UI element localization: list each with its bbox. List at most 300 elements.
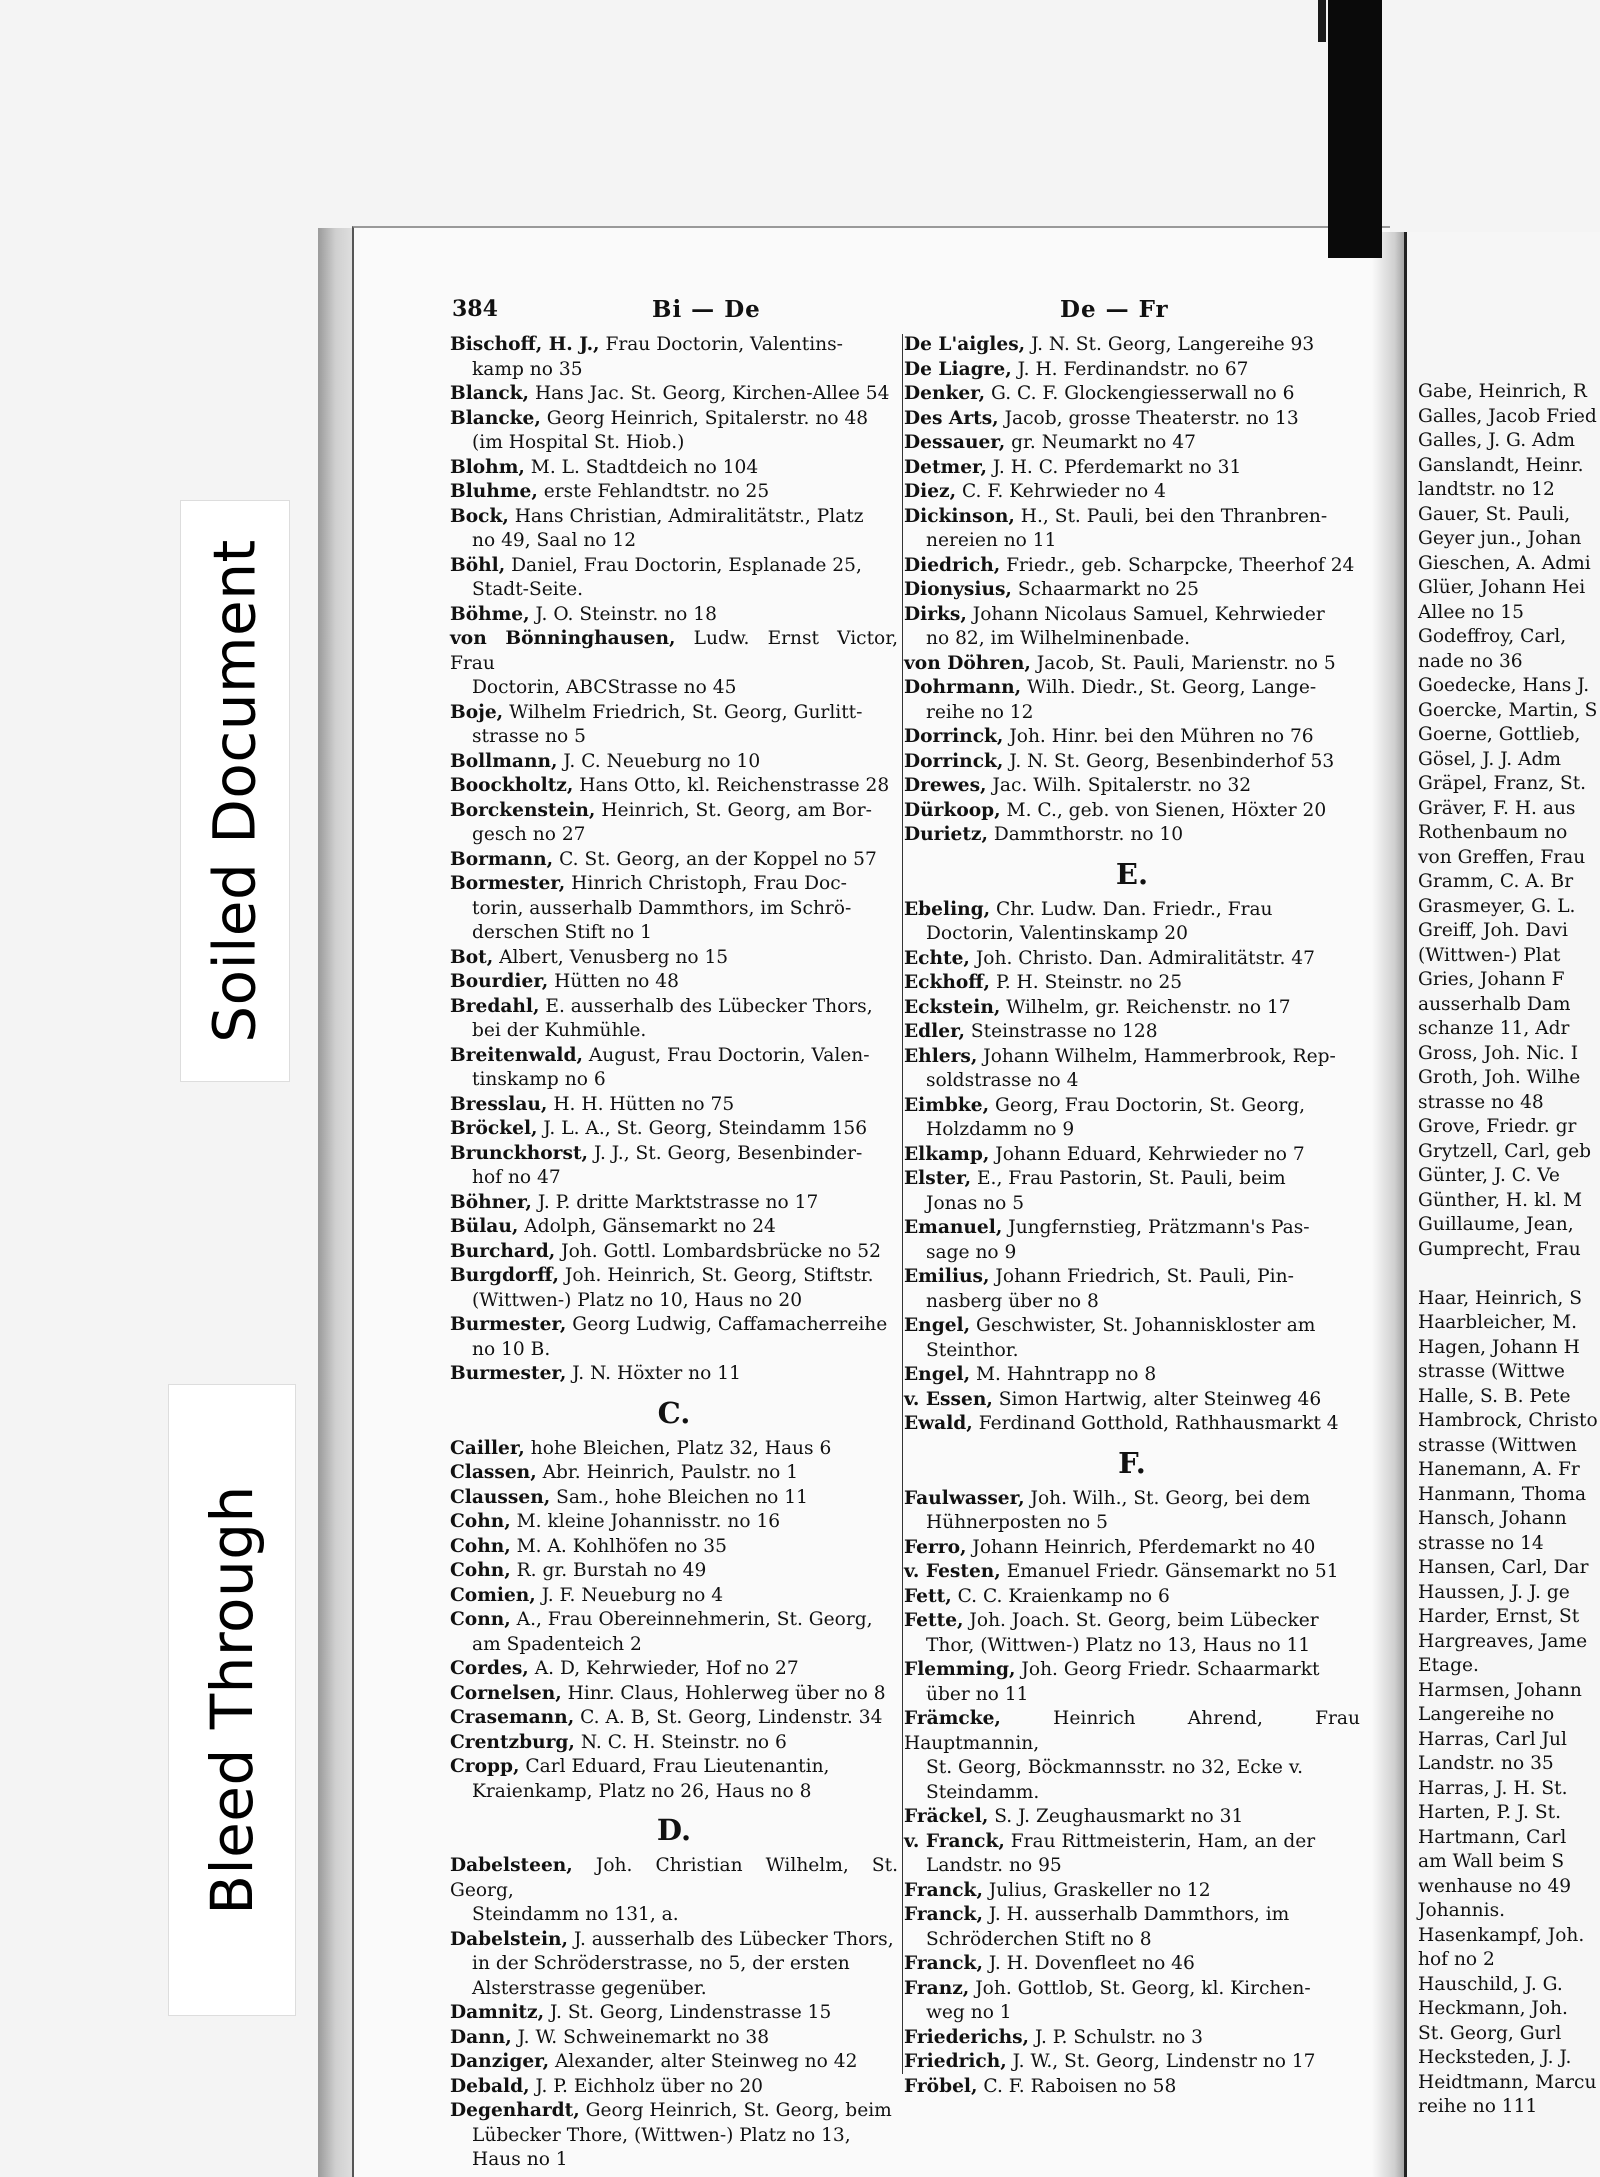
entry-details: Wilh. Diedr., St. Georg, Lange- [1027,677,1317,698]
directory-entry [904,823,1360,848]
entry-surname: Cohn, [450,1560,511,1581]
entry-surname: Drewes, [904,775,987,796]
entry-surname: Denker, [904,383,986,404]
entry-surname: Dabelsteen, [450,1855,573,1876]
entry-details: Johann Heinrich, Pferdemarkt no 40 [972,1536,1316,1558]
fragment-line: (Wittwen-) Plat [1418,944,1561,966]
entry-details: E. ausserhalb des Lübecker Thors, [545,995,873,1017]
entry-surname: Cropp, [450,1756,520,1777]
directory-entry [904,1903,1360,1952]
entry-details: N. C. H. Steinstr. no 6 [580,1731,787,1753]
entry-details: J. H. ausserhalb Dammthors, im [988,1904,1290,1925]
entry-surname: Fröbel, [904,2075,978,2097]
fragment-line: strasse no 48 [1418,1091,1544,1113]
entry-details: Heinrich, St. Georg, am Bor- [601,799,872,821]
entry-continuation: soldstrasse no 4 [926,1070,1079,1091]
fragment-line: Hecksteden, J. J. [1418,2047,1572,2068]
directory-entry [904,480,1360,505]
entry-details: Joh. Wilh., St. Georg, bei dem [1030,1487,1311,1509]
entry-details: Georg Ludwig, Caffamacherreihe [572,1314,888,1335]
fragment-line: Grasmeyer, G. L. [1418,895,1576,917]
directory-entry [904,1412,1360,1437]
entry-surname: Dickinson, [904,505,1015,527]
entry-surname: Bresslau, [450,1093,548,1115]
entry-surname: Elster, [904,1168,972,1189]
section-letter: D. [656,1813,692,1847]
directory-entry [450,1362,898,1387]
entry-details: C. C. Kraienkamp no 6 [957,1585,1170,1607]
entry-surname: Franck, [904,1904,983,1925]
directory-entry [904,554,1360,579]
entry-surname: Dabelstein, [450,1928,569,1950]
directory-entry [904,456,1360,481]
entry-surname: Crentzburg, [450,1731,575,1753]
entry-continuation: Hühnerposten no 5 [926,1512,1108,1533]
directory-entry [450,2099,898,2173]
entry-surname: Fräckel, [904,1806,989,1827]
entry-details: J. O. Steinstr. no 18 [535,603,717,625]
entry-details: C. A. B, St. Georg, Lindenstr. 34 [580,1707,883,1728]
entry-continuation: Stadt-Seite. [472,579,584,600]
directory-entry [450,1755,898,1804]
entry-details: M. kleine Johannisstr. no 16 [516,1511,781,1532]
entry-details: Johann Friedrich, St. Pauli, Pin- [995,1266,1294,1287]
entry-details: J. C. Neueburg no 10 [563,750,761,772]
entry-details: J. N. St. Georg, Langereihe 93 [1031,334,1315,355]
entry-details: Dammthorstr. no 10 [993,824,1184,845]
entry-surname: Eckstein, [904,996,1001,1018]
entry-details: J. F. Neueburg no 4 [541,1584,724,1606]
entry-continuation: Steindamm no 131, a. [472,1904,679,1925]
entry-details: Steinstrasse no 128 [970,1021,1158,1042]
entry-details: Hans Christian, Admiralitätstr., Platz [514,505,864,527]
directory-entry [450,1117,898,1142]
directory-entry [450,2001,898,2026]
directory-entry [904,1879,1360,1904]
directory-entry [450,1486,898,1511]
fragment-line: Gramm, C. A. Br [1418,871,1574,892]
directory-entry [450,1437,898,1462]
fragment-line: Gräver, F. H. aus [1418,797,1576,819]
directory-entry [450,750,898,775]
entry-surname: Friedrich, [904,2051,1007,2072]
entry-surname: Diedrich, [904,554,1001,576]
directory-entry [904,333,1360,358]
entry-continuation: derschen Stift no 1 [472,922,652,943]
entry-details: erste Fehlandtstr. no 25 [543,481,770,502]
entry-details: J. W. Schweinemarkt no 38 [517,2026,770,2048]
directory-entry [450,970,898,995]
entry-surname: Ebeling, [904,898,991,920]
directory-entry [904,578,1360,603]
entry-continuation: (im Hospital St. Hiob.) [472,432,685,453]
directory-entry [450,1608,898,1657]
fragment-line: Hanemann, A. Fr [1418,1459,1580,1480]
bleed-through-label [168,1384,296,2016]
entry-surname: Bredahl, [450,995,540,1017]
entry-surname: Bischoff, H. J., [450,334,600,355]
entry-surname: Bollmann, [450,750,558,772]
entry-details: Jacob, grosse Theaterstr. no 13 [1004,407,1299,429]
entry-surname: v. Festen, [904,1561,1001,1582]
fragment-line: Goercke, Martin, S [1418,699,1598,721]
entry-details: Georg Heinrich, St. Georg, beim [585,2100,892,2121]
directory-entry [450,848,898,873]
fragment-line: Gauer, St. Pauli, [1418,503,1571,525]
fragment-line: Ganslandt, Heinr. [1418,454,1584,476]
fragment-line [1418,1262,1600,1287]
fragment-line: St. Georg, Gurl [1418,2022,1562,2044]
entry-details: Carl Eduard, Frau Lieutenantin, [525,1756,830,1777]
entry-details: M. Hahntrapp no 8 [975,1364,1157,1385]
fragment-line: Haarbleicher, M. [1418,1312,1578,1333]
directory-entry [450,554,898,603]
entry-details: Joh. Gottl. Lombardsbrücke no 52 [561,1240,881,1262]
entry-details: Julius, Graskeller no 12 [988,1879,1211,1901]
entry-details: Johann Wilhelm, Hammerbrook, Rep- [983,1045,1336,1067]
entry-details: Geschwister, St. Johanniskloster am [975,1315,1316,1336]
entry-surname: Degenhardt, [450,2100,580,2121]
directory-entry [450,1535,898,1560]
fragment-line: Gabe, Heinrich, R [1418,381,1587,402]
entry-surname: Debald, [450,2075,530,2097]
entry-surname: Elkamp, [904,1143,990,1165]
entry-surname: von Bönninghausen, [450,628,676,649]
directory-entry [904,1952,1360,1977]
entry-details: M. A. Kohlhöfen no 35 [516,1535,727,1557]
entry-continuation: tinskamp no 6 [472,1069,606,1090]
entry-surname: Boje, [450,701,504,723]
entry-details: J. N. St. Georg, Besenbinderhof 53 [1009,750,1335,772]
directory-entry [904,1167,1360,1216]
entry-surname: Dirks, [904,603,967,625]
entry-details: Albert, Venusberg no 15 [499,946,729,968]
entry-continuation: no 49, Saal no 12 [472,530,637,551]
entry-details: Heinrich Ahrend, Frau Hauptmannin, [904,1708,1360,1754]
entry-surname: v. Franck, [904,1830,1005,1852]
entry-details: Chr. Ludw. Dan. Friedr., Frau [996,898,1273,920]
directory-entry [904,1560,1360,1585]
entry-details: Sam., hohe Bleichen no 11 [556,1486,808,1508]
fragment-line: Gräpel, Franz, St. [1418,773,1587,794]
entry-details: J. P. dritte Marktstrasse no 17 [537,1191,819,1213]
entry-surname: Eckhoff, [904,972,991,993]
entry-continuation: reihe no 12 [926,701,1034,723]
entry-details: Hinr. Claus, Hohlerweg über no 8 [567,1682,886,1704]
entry-continuation: Landstr. no 95 [926,1855,1062,1876]
entry-continuation: Schröderchen Stift no 8 [926,1928,1152,1950]
bleed-through-text: Bleed Through [198,1485,267,1915]
fragment-line: Haussen, J. J. ge [1418,1581,1570,1603]
entry-surname: Borckenstein, [450,799,596,821]
directory-entry [904,1658,1360,1707]
directory-entry [450,627,898,701]
directory-entry [904,1609,1360,1658]
soiled-document-label [180,500,290,1082]
directory-entry [450,1461,898,1486]
directory-entry [904,725,1360,750]
entry-details: A. D, Kehrwieder, Hof no 27 [534,1658,799,1679]
entry-details: Joh. Christo. Dan. Admiralitätstr. 47 [975,947,1315,969]
directory-entry [450,872,898,946]
entry-surname: Franck, [904,1953,983,1974]
directory-entry [904,382,1360,407]
entry-surname: Flemming, [904,1659,1016,1680]
fragment-line: Galles, J. G. Adm [1418,430,1576,451]
fragment-line: Landstr. no 35 [1418,1753,1554,1774]
directory-entry [904,1094,1360,1143]
directory-entry [450,995,898,1044]
fragment-line: strasse no 14 [1418,1532,1544,1554]
entry-continuation: Steindamm. [926,1781,1040,1803]
directory-entry [904,505,1360,554]
entry-surname: Bourdier, [450,971,549,992]
fragment-line: Haar, Heinrich, S [1418,1287,1582,1309]
entry-details: H., St. Pauli, bei den Thranbren- [1020,505,1328,527]
entry-surname: Friederichs, [904,2026,1030,2048]
fragment-line: Allee no 15 [1418,601,1524,623]
entry-details: Wilhelm Friedrich, St. Georg, Gurlitt- [509,701,863,723]
directory-entry [904,676,1360,725]
entry-surname: Claussen, [450,1486,551,1508]
entry-continuation: Alsterstrasse gegenüber. [472,1977,707,1999]
directory-entry [904,750,1360,775]
entry-continuation: kamp no 35 [472,358,583,380]
entry-surname: Burgdorff, [450,1265,559,1286]
directory-entry [450,774,898,799]
fragment-line: Galles, Jacob Fried [1418,405,1597,427]
fragment-line: Johannis. [1418,1900,1506,1921]
entry-continuation: nasberg über no 8 [926,1290,1099,1312]
directory-entry [450,2050,898,2075]
fragment-line: Grove, Friedr. gr [1418,1116,1577,1137]
directory-entry [904,1143,1360,1168]
directory-entry [450,333,898,382]
directory-entry [904,2050,1360,2075]
fragment-line: Halle, S. B. Pete [1418,1385,1571,1407]
entry-surname: Bülau, [450,1216,519,1237]
running-head-left: Bi — De [652,296,761,323]
entry-details: Jungfernstieg, Prätzmann's Pas- [1008,1217,1310,1238]
fragment-line: Hasenkampf, Joh. [1418,1924,1585,1946]
entry-details: G. C. F. Glockengiesserwall no 6 [991,383,1295,404]
entry-surname: Breitenwald, [450,1044,583,1066]
entry-details: J. W., St. Georg, Lindenstr no 17 [1012,2051,1316,2072]
entry-surname: Cailler, [450,1437,525,1459]
entry-details: Jac. Wilh. Spitalerstr. no 32 [992,775,1252,796]
directory-entry [904,1216,1360,1265]
entry-details: J. N. Höxter no 11 [572,1363,741,1384]
directory-entry [450,1682,898,1707]
entry-surname: Bluhme, [450,481,538,502]
fragment-line: Groth, Joh. Wilhe [1418,1067,1581,1088]
fragment-line: Gieschen, A. Admi [1418,552,1591,574]
directory-column-right-fragment [1418,380,1600,2120]
fragment-line: Günter, J. C. Ve [1418,1165,1560,1186]
directory-entry [904,1363,1360,1388]
entry-surname: Des Arts, [904,407,999,429]
fragment-line: landtstr. no 12 [1418,479,1555,500]
entry-details: Frau Doctorin, Valentins- [605,334,843,355]
entry-surname: De L'aigles, [904,334,1026,355]
entry-continuation: weg no 1 [926,2002,1012,2023]
directory-entry [904,1707,1360,1805]
entry-continuation: am Spadenteich 2 [472,1633,642,1655]
entry-surname: Cornelsen, [450,1682,562,1704]
entry-continuation: bei der Kuhmühle. [472,1020,647,1041]
entry-surname: Detmer, [904,456,987,478]
fragment-line: Hanmann, Thoma [1418,1483,1587,1505]
fragment-line: strasse (Wittwen [1418,1434,1577,1456]
entry-continuation: torin, ausserhalb Dammthors, im Schrö- [472,897,852,919]
fragment-line: Gross, Joh. Nic. I [1418,1042,1579,1064]
entry-surname: Dionysius, [904,579,1012,600]
entry-details: Abr. Heinrich, Paulstr. no 1 [542,1462,799,1483]
fragment-line: Günther, H. kl. M [1418,1189,1583,1211]
fragment-line: Hansen, Carl, Dar [1418,1557,1589,1578]
entry-surname: Engel, [904,1364,971,1385]
bookmark-ribbon [1328,0,1382,258]
entry-details: J. J., St. Georg, Besenbinder- [593,1142,863,1164]
entry-surname: Fett, [904,1585,952,1607]
entry-surname: Burmester, [450,1314,567,1335]
directory-entry [904,1536,1360,1561]
entry-continuation: Haus no 1 [472,2149,568,2170]
directory-entry [904,358,1360,383]
entry-surname: Blancke, [450,407,541,429]
directory-column-middle [904,333,1360,2099]
entry-surname: Burchard, [450,1240,556,1262]
entry-details: A., Frau Obereinnehmerin, St. Georg, [516,1609,873,1630]
entry-surname: Cohn, [450,1511,511,1532]
directory-entry [450,1928,898,2002]
entry-details: J. L. A., St. Georg, Steindamm 156 [543,1118,868,1139]
entry-continuation: Lübecker Thore, (Wittwen-) Platz no 13, [472,2124,851,2146]
directory-entry [904,774,1360,799]
directory-entry [450,1093,898,1118]
entry-surname: Classen, [450,1462,537,1483]
directory-column-left [450,333,898,2173]
entry-surname: Bot, [450,946,494,968]
entry-surname: Conn, [450,1609,511,1630]
entry-continuation: gesch no 27 [472,824,586,845]
fragment-line: Langereihe no [1418,1704,1555,1725]
entry-surname: Echte, [904,947,970,969]
entry-details: Johann Eduard, Kehrwieder no 7 [995,1143,1305,1165]
fragment-line: Glüer, Johann Hei [1418,577,1586,598]
entry-surname: Emilius, [904,1266,990,1287]
directory-entry [904,1830,1360,1879]
directory-entry [450,382,898,407]
fragment-line: Harras, Carl Jul [1418,1728,1567,1750]
entry-details: Joh. Christian Wilhelm, St. Georg, [450,1855,898,1901]
entry-details: Hans Jac. St. Georg, Kirchen-Allee 54 [534,383,890,404]
directory-entry [904,1314,1360,1363]
fragment-line: Guillaume, Jean, [1418,1214,1574,1235]
entry-continuation: Jonas no 5 [926,1192,1025,1214]
entry-details: M. L. Stadtdeich no 104 [530,456,759,478]
entry-continuation: St. Georg, Böckmannsstr. no 32, Ecke v. [926,1757,1304,1778]
entry-surname: Edler, [904,1021,965,1042]
directory-entry [450,1731,898,1756]
directory-entry [450,603,898,628]
entry-surname: Böhl, [450,554,506,576]
entry-surname: Ehlers, [904,1045,978,1067]
fragment-line: schanze 11, Adr [1418,1018,1570,1039]
entry-details: Joh. Joach. St. Georg, beim Lübecker [969,1610,1319,1631]
entry-continuation: Doctorin, Valentinskamp 20 [926,923,1188,944]
entry-details: J. ausserhalb des Lübecker Thors, [573,1928,894,1950]
entry-surname: Dorrinck, [904,750,1004,772]
fragment-line: Geyer jun., Johan [1418,528,1582,549]
entry-surname: Burmester, [450,1363,567,1384]
entry-continuation: Doctorin, ABCStrasse no 45 [472,677,737,698]
entry-surname: Blanck, [450,383,530,404]
fragment-line: strasse (Wittwe [1418,1361,1565,1382]
entry-details: Adolph, Gänsemarkt no 24 [524,1216,776,1237]
entry-details: Joh. Heinrich, St. Georg, Stiftstr. [564,1265,874,1286]
entry-details: Wilhelm, gr. Reichenstr. no 17 [1006,996,1291,1018]
fragment-line: Goedecke, Hans J. [1418,675,1590,696]
directory-entry [450,1854,898,1928]
entry-surname: Dessauer, [904,432,1006,453]
entry-surname: Dürkoop, [904,799,1001,821]
section-letter: C. [657,1395,691,1430]
directory-entry [450,1706,898,1731]
entry-details: J. P. Eichholz über no 20 [535,2075,764,2097]
entry-details: gr. Neumarkt no 47 [1011,432,1196,453]
fragment-line: Harten, P. J. St. [1418,1802,1561,1823]
section-letter: F. [1118,1445,1146,1480]
directory-entry [904,1265,1360,1314]
fragment-line: reihe no 111 [1418,2096,1538,2117]
fragment-line: Etage. [1418,1655,1479,1676]
entry-surname: Blohm, [450,456,525,478]
entry-surname: Ferro, [904,1536,967,1558]
fragment-line: von Greffen, Frau [1418,846,1586,868]
directory-entry [904,971,1360,996]
directory-entry [904,1020,1360,1045]
entry-surname: Engel, [904,1315,971,1336]
entry-details: J. H. Dovenfleet no 46 [988,1953,1195,1974]
entry-details: hohe Bleichen, Platz 32, Haus 6 [530,1437,832,1459]
entry-continuation: Steinthor. [926,1339,1019,1361]
entry-continuation: Thor, (Wittwen-) Platz no 13, Haus no 11 [926,1634,1311,1656]
entry-surname: Böhme, [450,603,530,625]
entry-surname: Dorrinck, [904,726,1004,747]
entry-continuation: über no 11 [926,1683,1029,1705]
directory-entry [450,1215,898,1240]
directory-entry [904,996,1360,1021]
entry-details: Hütten no 48 [554,971,679,992]
entry-surname: Böhner, [450,1191,532,1213]
directory-entry [450,1313,898,1362]
entry-details: Emanuel Friedr. Gänsemarkt no 51 [1006,1561,1339,1582]
entry-surname: Dohrmann, [904,677,1022,698]
entry-continuation: no 82, im Wilhelminenbade. [926,628,1190,649]
entry-details: Daniel, Frau Doctorin, Esplanade 25, [511,554,862,576]
entry-details: R. gr. Burstah no 49 [516,1560,707,1581]
directory-entry [904,1977,1360,2026]
entry-surname: Diez, [904,481,957,502]
entry-surname: Boockholtz, [450,775,574,796]
fragment-line: Godeffroy, Carl, [1418,626,1567,647]
directory-entry [450,799,898,848]
entry-surname: Bormann, [450,848,554,870]
fragment-line: Gösel, J. J. Adm [1418,748,1561,770]
directory-entry [450,1142,898,1191]
entry-details: Alexander, alter Steinweg no 42 [554,2051,858,2072]
